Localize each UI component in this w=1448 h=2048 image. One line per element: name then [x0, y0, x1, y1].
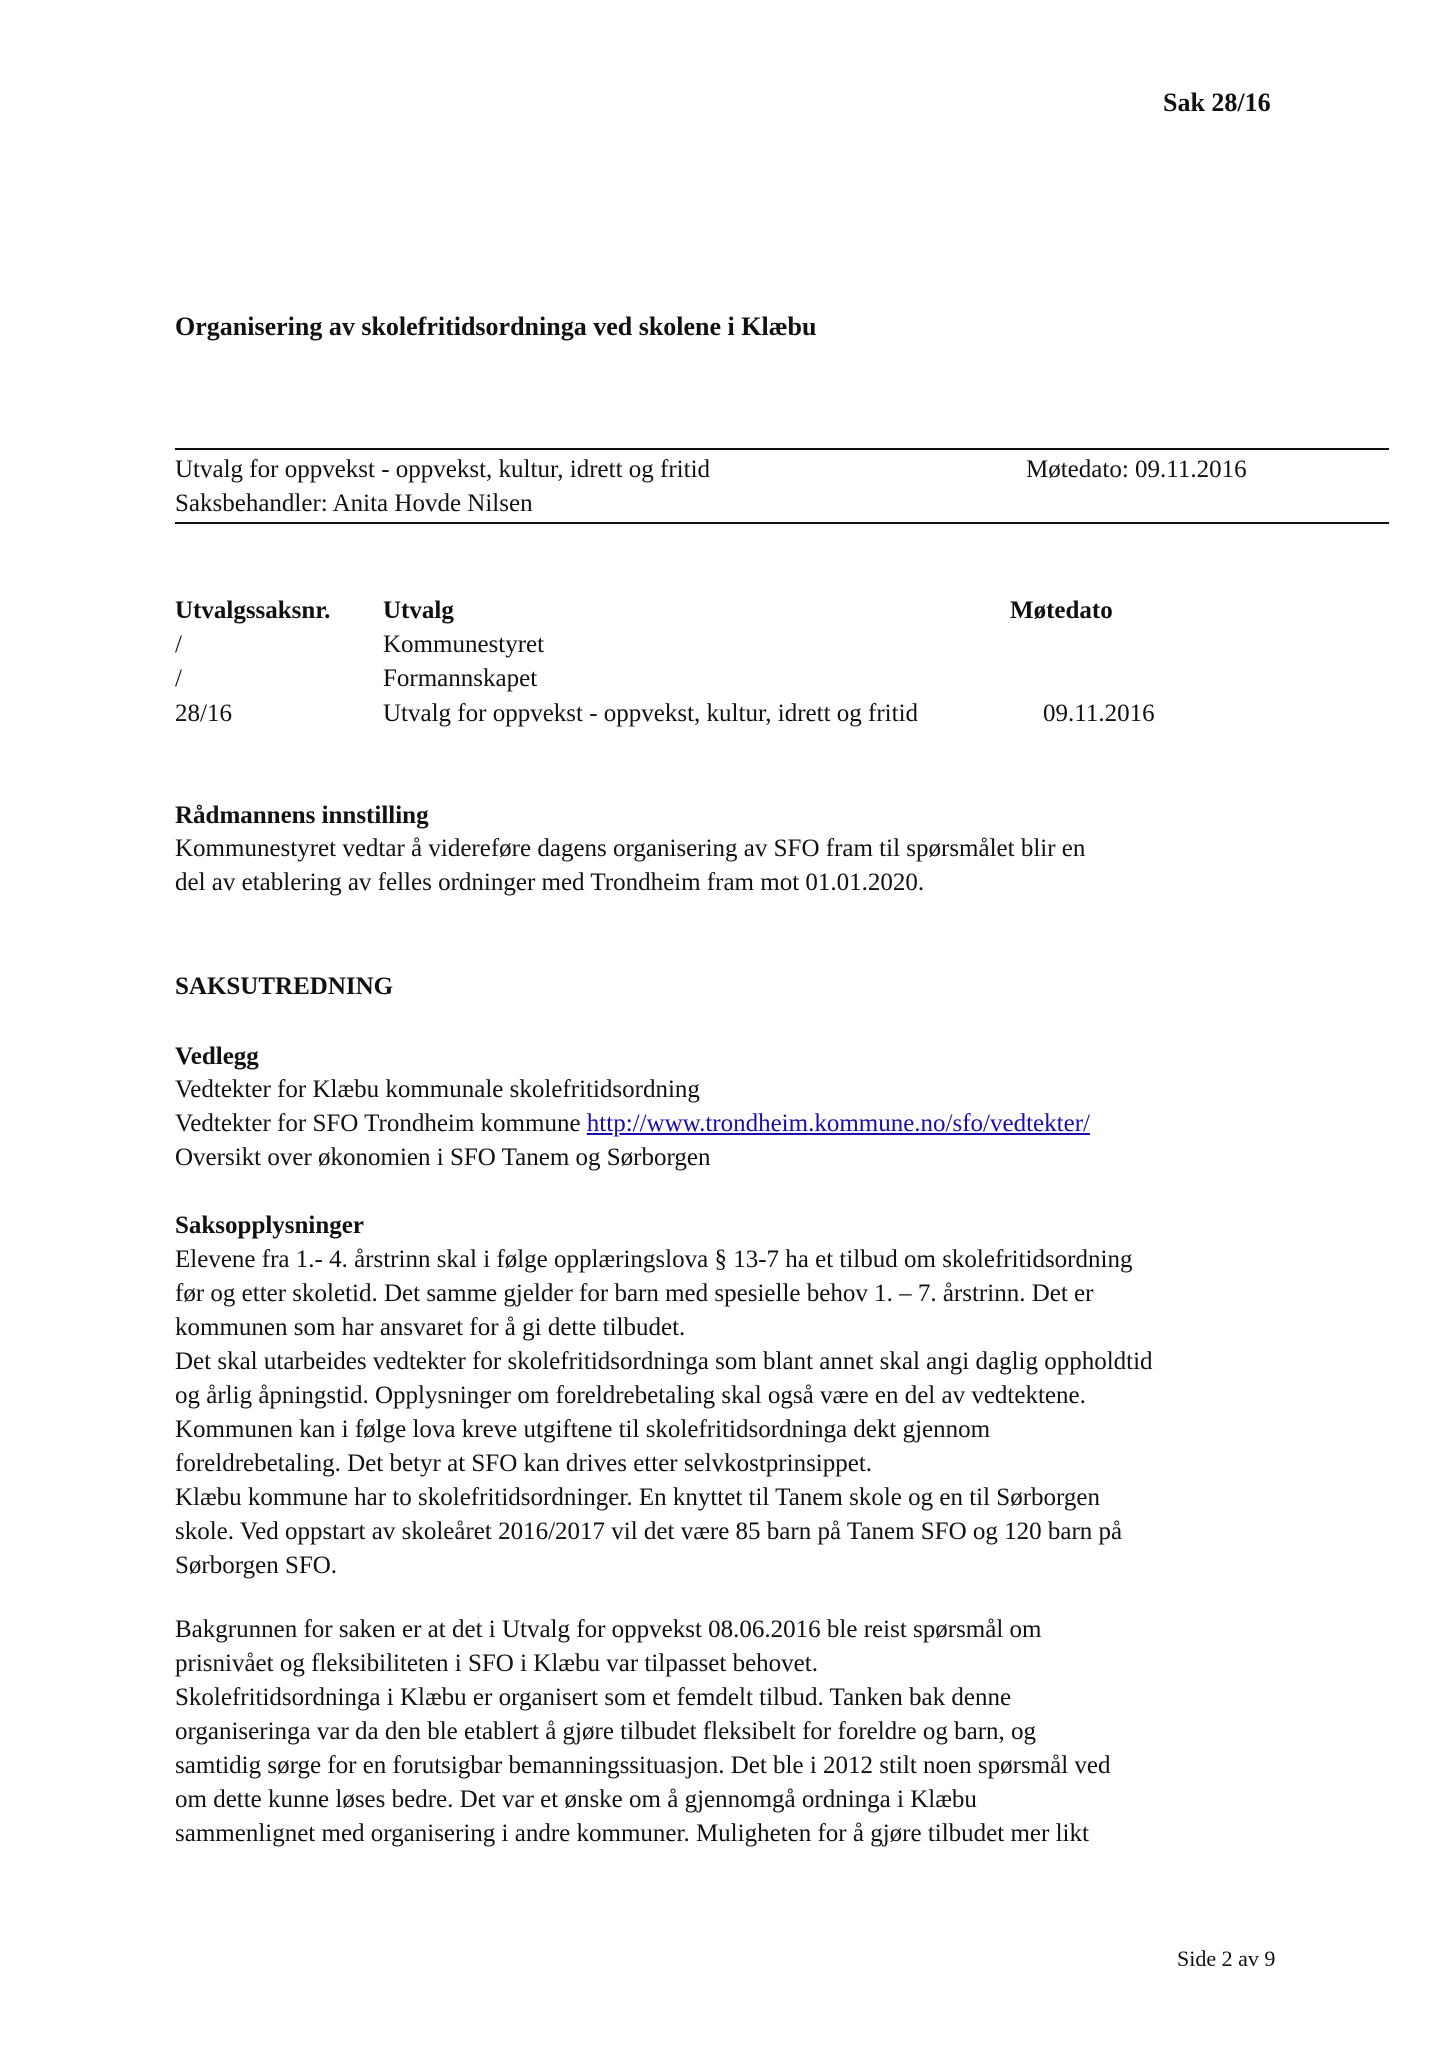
text-line: Det skal utarbeides vedtekter for skolefritidsordninga som blant annet skal angi daglig oppholdtid — [175, 1348, 1153, 1375]
attachment-item: Oversikt over økonomien i SFO Tanem og Sørborgen — [175, 1144, 711, 1171]
trondheim-sfo-link[interactable]: http://www.trondheim.kommune.no/sfo/vedtekter/ — [586, 1110, 1090, 1137]
text-line: om dette kunne løses bedre. Det var et ønske om å gjennomgå ordninga i Klæbu — [175, 1786, 977, 1813]
table-cell: 09.11.2016 — [1043, 700, 1155, 727]
meta-meeting-date: Møtedato: 09.11.2016 — [1026, 456, 1247, 483]
meta-bottom-rule — [175, 522, 1389, 524]
table-cell: Kommunestyret — [383, 631, 545, 658]
attachments-heading: Vedlegg — [175, 1043, 259, 1070]
recommendation-heading: Rådmannens innstilling — [175, 802, 429, 829]
background-text — [175, 1613, 1111, 1851]
table-cell: 28/16 — [175, 700, 232, 727]
attachment-item-text: Vedtekter for SFO Trondheim kommune — [175, 1110, 587, 1137]
saksutredning-heading: SAKSUTREDNING — [175, 973, 394, 1000]
facts-heading: Saksopplysninger — [175, 1212, 364, 1239]
attachment-item: Vedtekter for Klæbu kommunale skolefritidsordning — [175, 1076, 700, 1103]
facts-text — [175, 1243, 1153, 1583]
text-line: Klæbu kommune har to skolefritidsordninger. En knyttet til Tanem skole og en til Sørborgen — [175, 1484, 1100, 1511]
text-line: prisnivået og fleksibiliteten i SFO i Klæbu var tilpasset behovet. — [175, 1650, 818, 1677]
table-header-date: Møtedato — [1010, 597, 1113, 624]
text-line: kommunen som har ansvaret for å gi dette tilbudet. — [175, 1314, 686, 1341]
text-line: foreldrebetaling. Det betyr at SFO kan drives etter selvkostprinsippet. — [175, 1450, 873, 1477]
text-line: samtidig sørge for en forutsigbar bemanningssituasjon. Det ble i 2012 stilt noen spørsmål ved — [175, 1752, 1111, 1779]
text-line: sammenlignet med organisering i andre kommuner. Muligheten for å gjøre tilbudet mer likt — [175, 1820, 1089, 1847]
table-cell: / — [175, 665, 182, 692]
text-line: Elevene fra 1.- 4. årstrinn skal i følge opplæringslova § 13-7 ha et tilbud om skolefritidsordning — [175, 1246, 1133, 1273]
text-line: Bakgrunnen for saken er at det i Utvalg for oppvekst 08.06.2016 ble reist spørsmål om — [175, 1616, 1042, 1643]
text-line: Kommunen kan i følge lova kreve utgiftene til skolefritidsordninga dekt gjennom — [175, 1416, 991, 1443]
attachments-list — [175, 1073, 1090, 1175]
text-line: skole. Ved oppstart av skoleåret 2016/2017 vil det være 85 barn på Tanem SFO og 120 barn på — [175, 1518, 1123, 1545]
attachment-item — [175, 1107, 1090, 1141]
document-title: Organisering av skolefritidsordninga ved skolene i Klæbu — [175, 312, 817, 341]
page-number: Side 2 av 9 — [1177, 1946, 1276, 1971]
recommendation-text — [175, 832, 1085, 900]
text-line: Kommunestyret vedtar å videreføre dagens organisering av SFO fram til spørsmålet blir en — [175, 835, 1086, 862]
text-line: Sørborgen SFO. — [175, 1552, 338, 1579]
text-line: organiseringa var da den ble etablert å gjøre tilbudet fleksibelt for foreldre og barn, og — [175, 1718, 1037, 1745]
case-reference: Sak 28/16 — [1163, 88, 1271, 117]
table-header-caseno: Utvalgssaksnr. — [175, 597, 331, 624]
table-cell: / — [175, 631, 182, 658]
table-header-committee: Utvalg — [383, 597, 454, 624]
table-cell: Formannskapet — [383, 665, 538, 692]
text-line: del av etablering av felles ordninger med Trondheim fram mot 01.01.2020. — [175, 869, 925, 896]
text-line: Skolefritidsordninga i Klæbu er organisert som et femdelt tilbud. Tanken bak denne — [175, 1684, 1012, 1711]
text-line: og årlig åpningstid. Opplysninger om foreldrebetaling skal også være en del av vedtektene. — [175, 1382, 1086, 1409]
meta-top-rule — [175, 448, 1389, 450]
meta-committee: Utvalg for oppvekst - oppvekst, kultur, idrett og fritid — [175, 456, 711, 483]
table-cell: Utvalg for oppvekst - oppvekst, kultur, idrett og fritid — [383, 700, 919, 727]
text-line: før og etter skoletid. Det samme gjelder for barn med spesielle behov 1. – 7. årstrinn. Det er — [175, 1280, 1094, 1307]
meta-case-officer: Saksbehandler: Anita Hovde Nilsen — [175, 490, 533, 517]
